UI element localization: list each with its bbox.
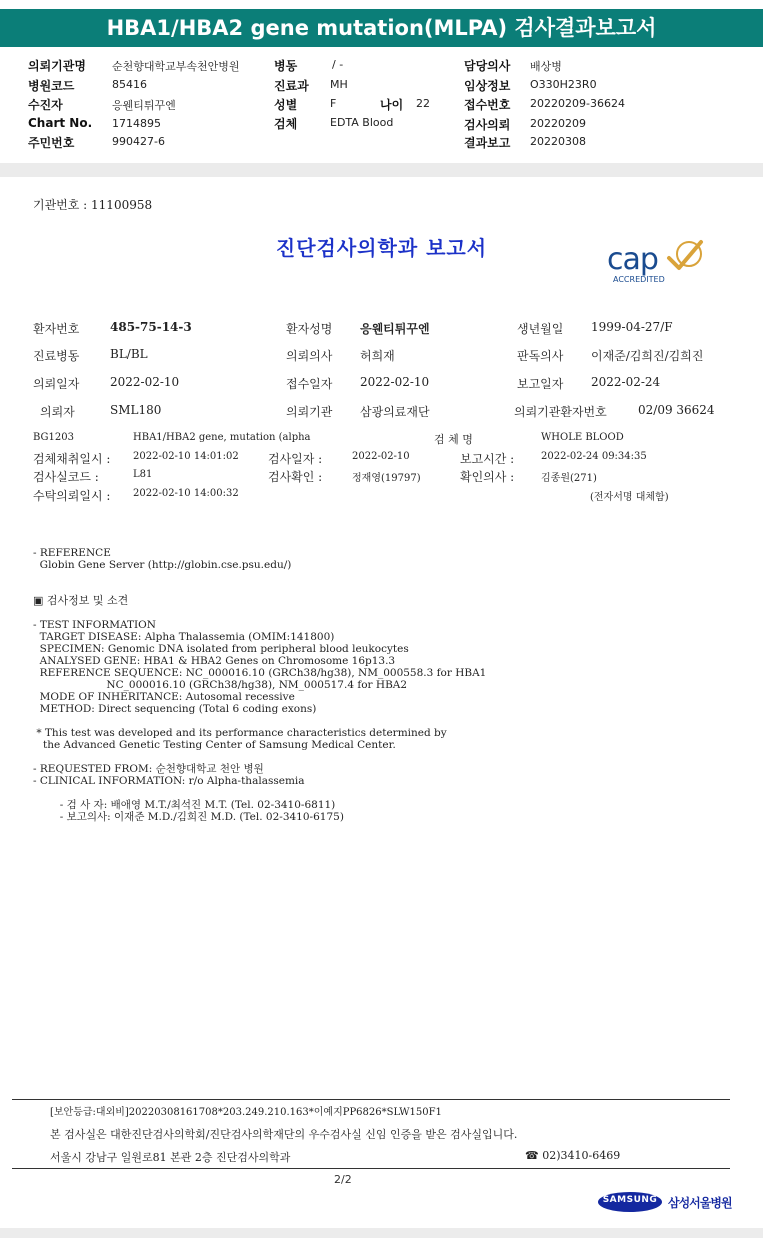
patient-label-name: 환자성명	[286, 322, 333, 336]
hdr-label-hospital-code: 병원코드	[28, 79, 75, 93]
samsung-logo-text: SAMSUNG	[602, 1195, 658, 1205]
patient-label-requesting-institution: 의뢰기관	[286, 405, 333, 419]
cap-logo-subtext: ACCREDITED	[613, 275, 665, 284]
reference-body: Globin Gene Server (http://globin.cse.psu.edu/)	[33, 559, 292, 571]
footer-phone: ☎ 02)3410-6469	[525, 1149, 621, 1162]
label-confirm-doctor: 확인의사 :	[460, 470, 515, 484]
bottom-band	[0, 1228, 763, 1238]
patient-value-requesting-institution: 삼광의료재단	[360, 405, 430, 419]
patient-value-dob: 1999-04-27/F	[591, 320, 673, 334]
label-test-confirm: 검사확인 :	[268, 470, 323, 484]
requested-clinical-info: - REQUESTED FROM: 순천향대학교 천안 병원 - CLINICAL INFORMATION: r/o Alpha-thalassemia	[33, 763, 305, 787]
patient-value-requester: SML180	[110, 403, 162, 417]
hdr-value-specimen: EDTA Blood	[330, 116, 394, 129]
footer-bottom-rule	[12, 1168, 730, 1169]
specimen-label: 검 체 명	[434, 433, 473, 446]
patient-label-report-date: 보고일자	[517, 377, 564, 391]
hdr-label-sex: 성별	[274, 98, 298, 112]
value-test-date: 2022-02-10	[352, 451, 410, 462]
institution-number: 기관번호 : 11100958	[33, 198, 153, 212]
signature-note: (전자서명 대체함)	[590, 492, 669, 503]
hdr-label-resident-no: 주민번호	[28, 136, 75, 150]
footer-top-rule	[12, 1099, 730, 1100]
hdr-label-department: 진료과	[274, 79, 309, 93]
patient-value-report-date: 2022-02-24	[591, 375, 661, 389]
hdr-label-attending: 담당의사	[464, 59, 511, 73]
label-outsourced-datetime: 수탁의뢰일시 :	[33, 489, 111, 503]
test-information-block: - TEST INFORMATION TARGET DISEASE: Alpha Thalassemia (OMIM:141800) SPECIMEN: Genomic DNA isolated from peripheral blood leukocytes ANALYSED GENE: HBA1 & HBA2 Genes on Chromosome 16p13.3 REFERENCE SEQUENCE: NC_000016.10 (GRCh38/hg38), NM_000558.3 for HBA1 NC_000016.10 (GRCh38/hg38), NM_000517.4 for HBA2 MODE OF INHERITANCE: Autosomal recessive METHOD: Direct sequencing (Total 6 coding exons)	[33, 619, 487, 715]
hdr-label-ward: 병동	[274, 59, 298, 73]
label-collection-datetime: 검체채취일시 :	[33, 452, 111, 466]
patient-value-id: 485-75-14-3	[110, 320, 192, 334]
report-header-title: HBA1/HBA2 gene mutation(MLPA) 검사결과보고서	[0, 9, 763, 47]
section-separator	[0, 163, 763, 177]
patient-label-ward: 진료병동	[33, 349, 80, 363]
hdr-label-specimen: 검체	[274, 117, 298, 131]
patient-label-requesting-doctor: 의뢰의사	[286, 349, 333, 363]
patient-value-request-date: 2022-02-10	[110, 375, 180, 389]
hdr-label-chart-no: Chart No.	[28, 116, 93, 130]
hdr-label-receipt-no: 접수번호	[464, 98, 511, 112]
hdr-label-result-report: 결과보고	[464, 136, 511, 150]
cap-accredited-logo	[605, 238, 705, 286]
patient-label-dob: 생년월일	[517, 322, 564, 336]
patient-value-reading-doctor: 이재준/김희진/김희진	[591, 349, 704, 363]
value-collection-datetime: 2022-02-10 14:01:02	[133, 451, 239, 462]
performance-note: * This test was developed and its performance characteristics determined by the Advanced Genetic Testing Center of Samsung Medical Center.	[36, 727, 447, 751]
hdr-value-receipt-no: 20220209-36624	[530, 97, 625, 110]
hdr-value-hospital-code: 85416	[112, 78, 147, 91]
hdr-value-result-report: 20220308	[530, 135, 586, 148]
value-test-confirm: 정재영(19797)	[352, 473, 421, 484]
patient-label-reading-doctor: 판독의사	[517, 349, 564, 363]
hospital-name-logo: 삼성서울병원	[668, 1196, 732, 1210]
hdr-value-chart-no: 1714895	[112, 117, 161, 130]
hdr-value-attending: 배상병	[530, 60, 562, 73]
label-test-date: 검사일자 :	[268, 452, 323, 466]
staff-info: - 검 사 자: 배애영 M.T./최석진 M.T. (Tel. 02-3410-6811) - 보고의사: 이재준 M.D./김희진 M.D. (Tel. 02-3410-6175)	[59, 799, 344, 823]
test-name: HBA1/HBA2 gene, mutation (alpha	[133, 432, 311, 443]
reference-heading: - REFERENCE	[33, 547, 111, 559]
page-number: 2/2	[334, 1173, 352, 1186]
hdr-value-patient: 응웬티튀꾸엔	[112, 99, 176, 112]
patient-value-requesting-doctor: 허희재	[360, 349, 395, 363]
patient-value-institution-patient-no: 02/09 36624	[638, 403, 715, 417]
footer-security-line: [보안등급:대외비]20220308161708*203.249.210.163*이예지PP6826*SLW150F1	[50, 1107, 442, 1118]
value-outsourced-datetime: 2022-02-10 14:00:32	[133, 488, 239, 499]
footer-certification: 본 검사실은 대한진단검사의학회/진단검사의학재단의 우수검사실 신임 인증을 받은 검사실입니다.	[50, 1128, 518, 1141]
hdr-label-age: 나이	[380, 98, 404, 112]
hdr-value-requesting-institution: 순천향대학교부속천안병원	[112, 60, 240, 73]
test-code: BG1203	[33, 432, 74, 443]
hdr-value-sex: F	[330, 97, 337, 110]
section-heading-test-info: ▣ 검사정보 및 소견	[33, 594, 129, 607]
patient-label-request-date: 의뢰일자	[33, 377, 80, 391]
patient-value-receipt-date: 2022-02-10	[360, 375, 430, 389]
hdr-value-clinical-info: O330H23R0	[530, 78, 597, 91]
hdr-label-requesting-institution: 의뢰기관명	[28, 59, 86, 73]
hdr-value-age: 22	[416, 97, 430, 110]
hdr-value-ward: / -	[332, 58, 344, 71]
hdr-label-patient: 수진자	[28, 98, 63, 112]
label-lab-code: 검사실코드 :	[33, 470, 99, 484]
cap-logo-text: cap	[607, 242, 658, 277]
patient-label-id: 환자번호	[33, 322, 80, 336]
hdr-value-resident-no: 990427-6	[112, 135, 165, 148]
hdr-label-test-request: 검사의뢰	[464, 118, 511, 132]
value-confirm-doctor: 김종원(271)	[541, 473, 597, 484]
value-report-time: 2022-02-24 09:34:35	[541, 451, 647, 462]
label-report-time: 보고시간 :	[460, 452, 515, 466]
patient-label-institution-patient-no: 의뢰기관환자번호	[514, 405, 607, 419]
patient-label-requester: 의뢰자	[40, 405, 75, 419]
patient-value-name: 응웬티튀꾸엔	[360, 322, 430, 336]
value-lab-code: L81	[133, 469, 153, 480]
samsung-logo-oval	[598, 1192, 662, 1212]
patient-value-ward: BL/BL	[110, 347, 148, 361]
hdr-value-department: MH	[330, 78, 348, 91]
patient-label-receipt-date: 접수일자	[286, 377, 333, 391]
footer-address: 서울시 강남구 일원로81 본관 2층 진단검사의학과	[50, 1151, 291, 1164]
specimen-value: WHOLE BLOOD	[541, 432, 624, 443]
hdr-label-clinical-info: 임상정보	[464, 79, 511, 93]
report-title: 진단검사의학과 보고서	[275, 236, 488, 260]
hdr-value-test-request: 20220209	[530, 117, 586, 130]
